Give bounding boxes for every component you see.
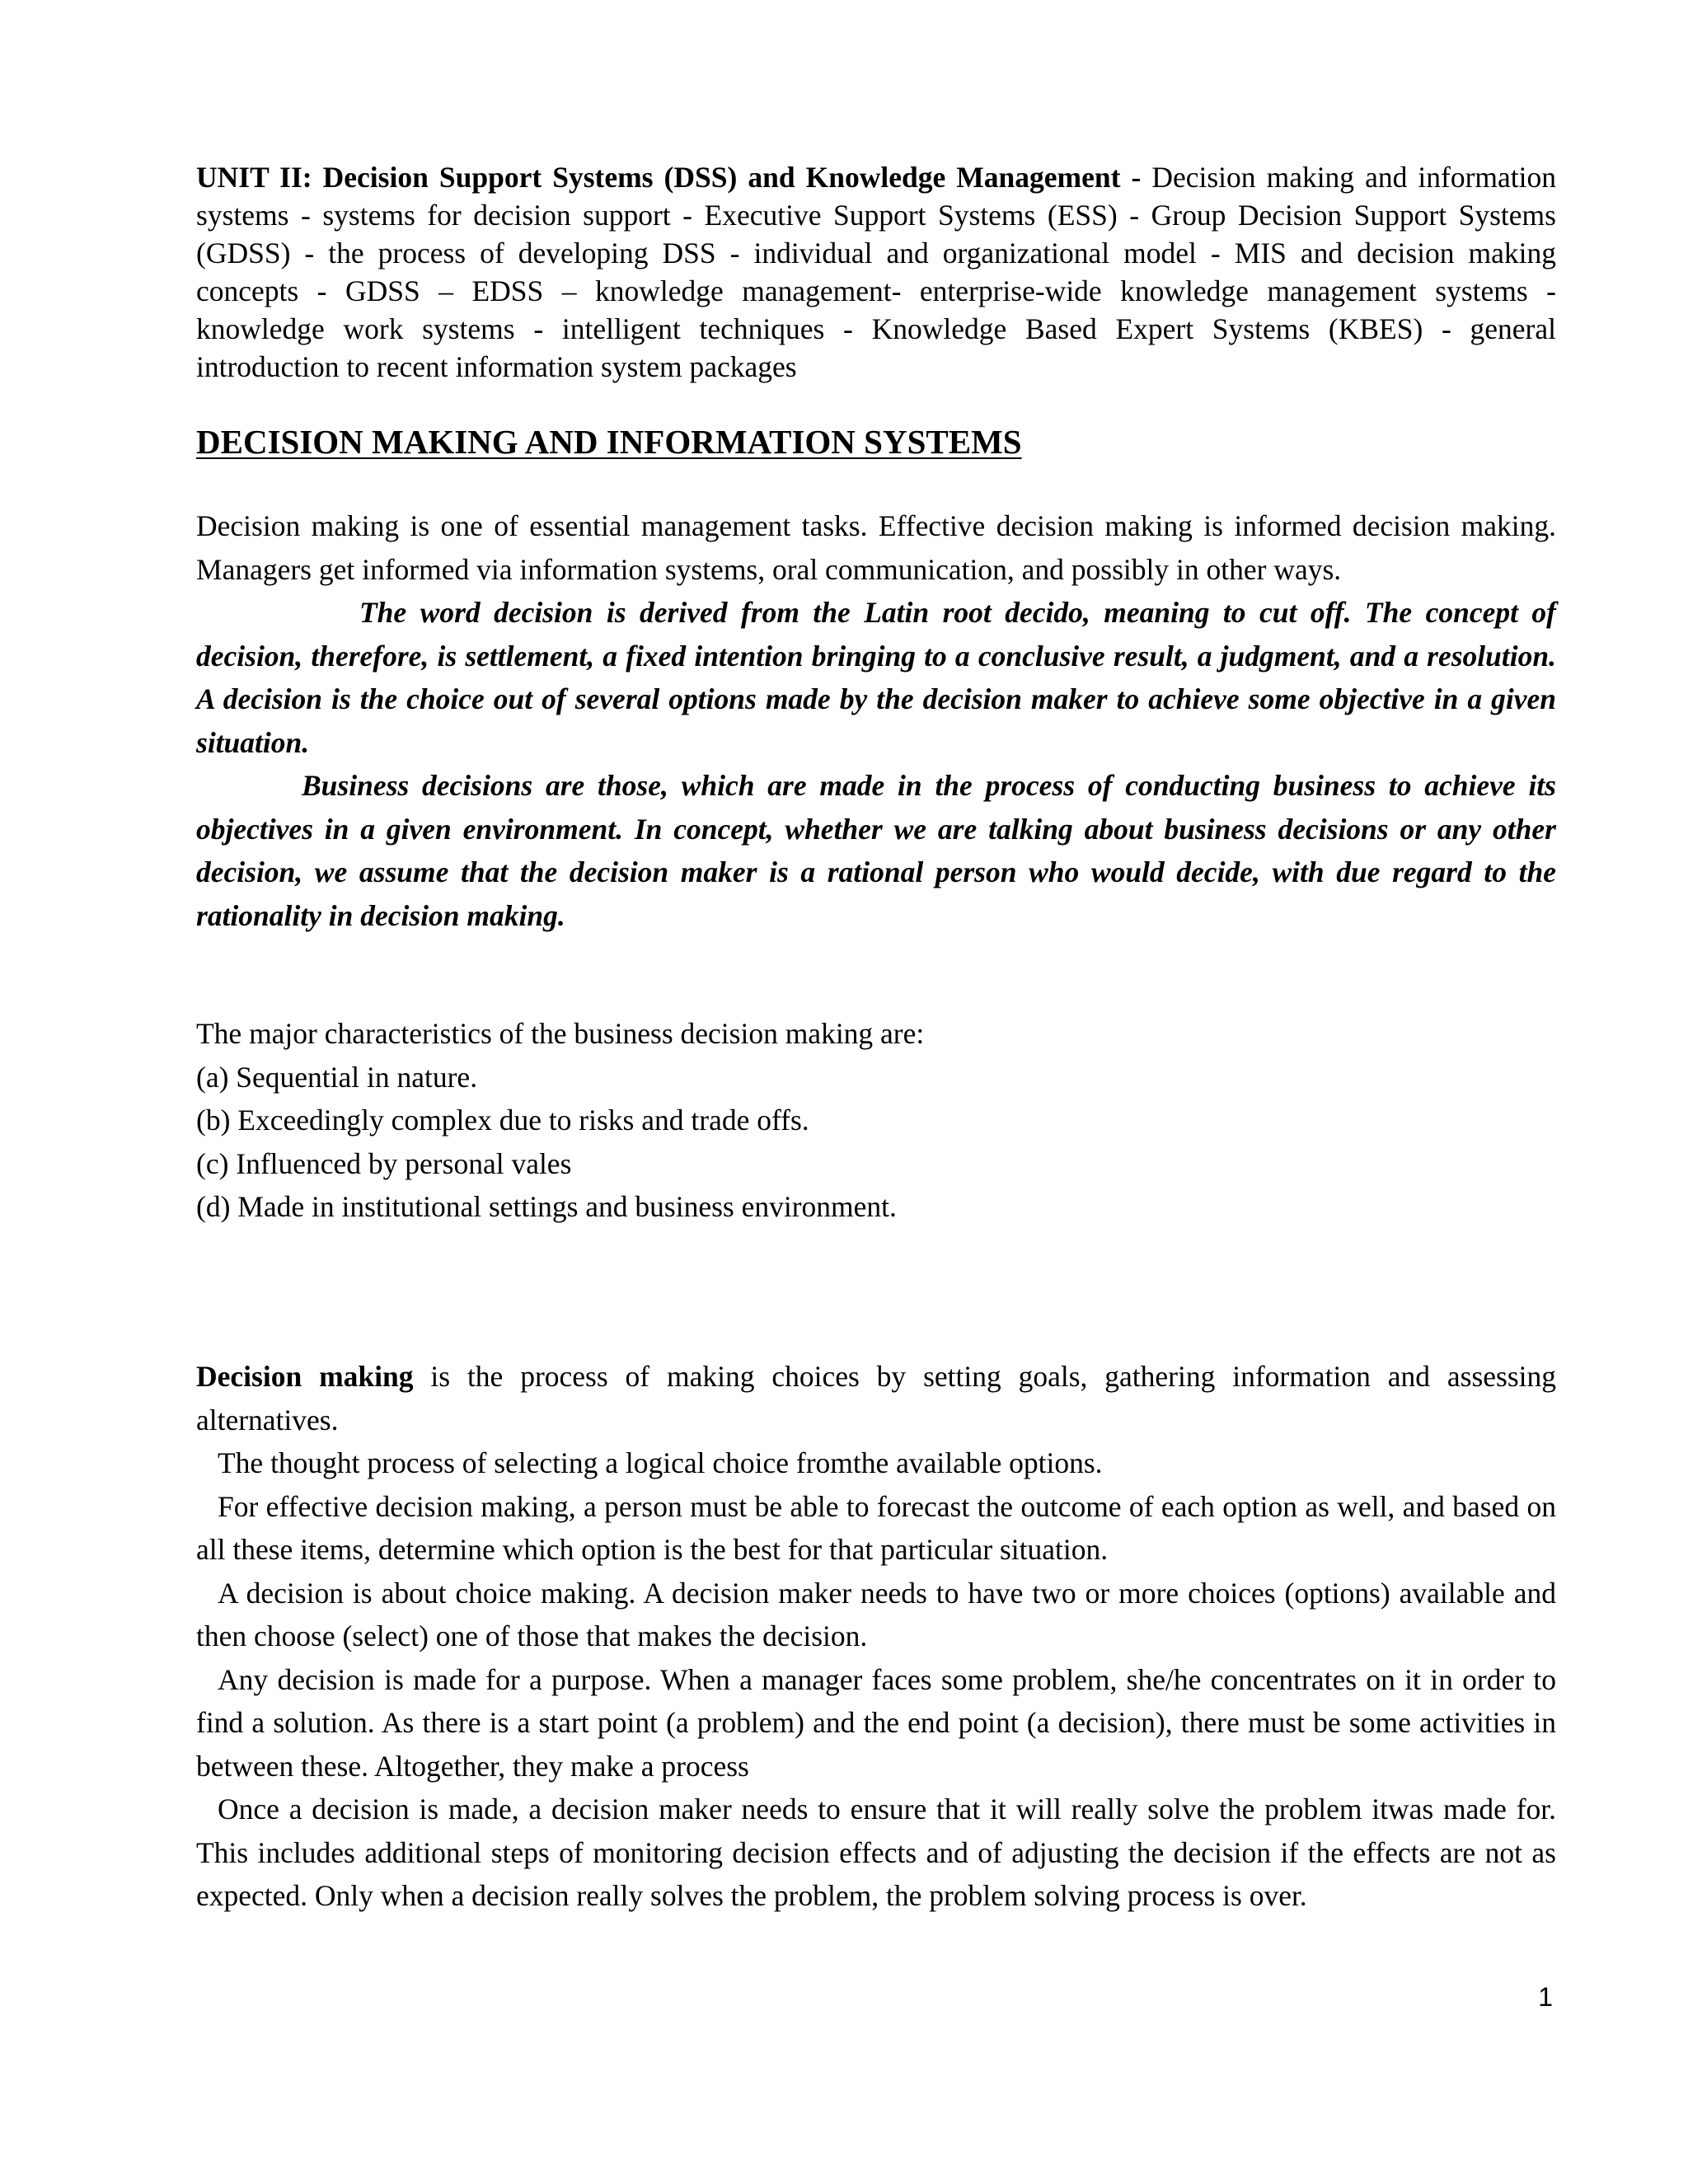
characteristics-lead: The major characteristics of the business decision making are: xyxy=(196,1017,925,1050)
characteristic-item: (a) Sequential in nature. xyxy=(196,1060,478,1094)
bullet-item: Any decision is made for a purpose. When a manager faces some problem, she/he concentrates on it in order to find a solution. As there is a start point (a problem) and the end point (a decision), there must be some activities in between these. Altogether, they make a process xyxy=(196,1662,1556,1783)
bullet-item: The thought process of selecting a logical choice fromthe available options. xyxy=(218,1446,1103,1479)
section-title: DECISION MAKING AND INFORMATION SYSTEMS xyxy=(196,423,1022,461)
definition-block xyxy=(196,1355,1556,1918)
definition-term: Decision making xyxy=(196,1360,414,1393)
italic-paragraph-2: Business decisions are those, which are made in the process of conducting business to achieve its objectives in a given environment. In concept, whether we are talking about business decisions or any other decision, we assume that the decision maker is a rational person who would decide, with due regard to the rationality in decision making. xyxy=(196,769,1556,932)
unit-heading: UNIT II: Decision Support Systems (DSS) and Knowledge Management - xyxy=(196,161,1142,194)
intro-block xyxy=(196,504,1556,937)
bullet-item: A decision is about choice making. A decision maker needs to have two or more choices (options) available and then choose (select) one of those that makes the decision. xyxy=(196,1576,1556,1652)
document-page xyxy=(196,158,1557,1912)
definition-text: is the process of making choices by setting goals, gathering information and assessing alternatives. xyxy=(196,1360,1557,1436)
unit-topics: Decision making and information systems - systems for decision support - Executive Support Systems (ESS) - Group Decision Support Systems (GDSS) - the process of developing DSS - individual and organizational model - MIS and decision making concepts - GDSS – EDSS – knowledge management- enterprise-wide knowledge management systems - knowledge work systems - intelligent techniques - Knowledge Based Expert Systems (KBES) - general introduction to recent information system packages xyxy=(196,161,1556,383)
intro-paragraph: Decision making is one of essential management tasks. Effective decision making is informed decision making. Managers get informed via information systems, oral communication, and possibly in other ways. xyxy=(196,509,1556,586)
characteristic-item: (c) Influenced by personal vales xyxy=(196,1146,572,1180)
italic-paragraph-1: The word decision is derived from the Latin root decido, meaning to cut off. The concept of decision, therefore, is settlement, a fixed intention bringing to a conclusive result, a judgment, and a resolution. A decision is the choice out of several options made by the decision maker to achieve some objective in a given situation. xyxy=(196,596,1556,759)
unit-intro xyxy=(196,158,1556,386)
definition-paragraph xyxy=(196,1355,1556,1441)
characteristic-item: (d) Made in institutional settings and business environment. xyxy=(196,1190,897,1223)
page-number: 1 xyxy=(1538,1982,1553,2012)
bullet-item: For effective decision making, a person must be able to forecast the outcome of each option as well, and based on all these items, determine which option is the best for that particular situation. xyxy=(196,1489,1556,1566)
characteristics-block xyxy=(196,1012,1556,1229)
bullet-item: Once a decision is made, a decision maker needs to ensure that it will really solve the problem itwas made for. This includes additional steps of monitoring decision effects and of adjusting the decision if the effects are not as expected. Only when a decision really solves the problem, the problem solving process is over. xyxy=(196,1793,1556,1912)
characteristic-item: (b) Exceedingly complex due to risks and trade offs. xyxy=(196,1104,809,1137)
